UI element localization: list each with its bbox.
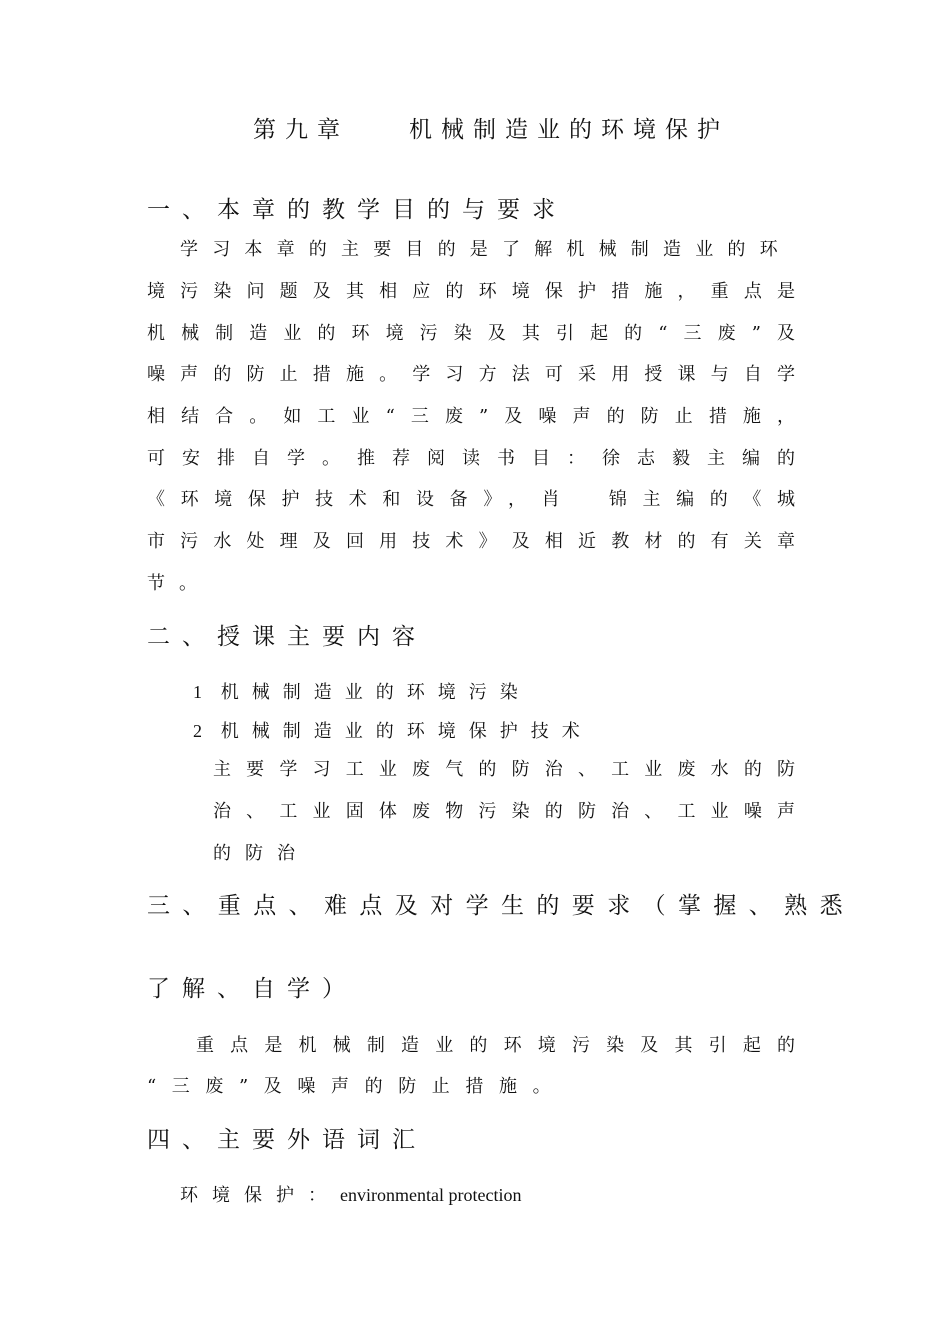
- vocab-term-en: environmental protection: [340, 1185, 522, 1205]
- list-item-2: [193, 722, 593, 741]
- section-2-detail-line-3: 的防治: [213, 843, 309, 864]
- section-1-line-2: 境污染问题及其相应的环境保护措施，重点是: [147, 281, 795, 302]
- list-item-2-text: 机械制造业的环境保护技术: [220, 721, 593, 742]
- section-1-line-3: 机械制造业的环境污染及其引起的“三废”及: [147, 323, 795, 344]
- section-1-line-6: 可安排自学。推荐阅读书目：徐志毅主编的: [147, 448, 795, 469]
- section-2-detail-line-1: 主要学习工业废气的防治、工业废水的防: [213, 759, 795, 780]
- section-2-detail-line-2: 治、工业固体废物污染的防治、工业噪声: [213, 801, 795, 822]
- vocab-term-cn: 环境保护：: [180, 1185, 340, 1206]
- section-1-line-5: 相结合。如工业“三废”及噪声的防止措施，: [147, 406, 795, 427]
- list-item-1-text: 机械制造业的环境污染: [220, 682, 531, 703]
- section-4-heading: 四、主要外语词汇: [147, 1127, 427, 1153]
- section-1-line-7: 《环境保护技术和设备》，肖 锦主编的《城: [147, 489, 795, 510]
- section-3-heading-line-1: 三、重点、难点及对学生的要求（掌握、熟悉: [147, 893, 855, 919]
- list-item-2-number: 2: [193, 721, 202, 741]
- section-1-line-8: 市污水处理及回用技术》及相近教材的有关章: [147, 531, 795, 552]
- section-2-heading: 二、授课主要内容: [147, 624, 427, 650]
- chapter-title: [253, 119, 729, 142]
- section-1-line-1: 学习本章的主要目的是了解机械制造业的环: [180, 239, 792, 260]
- section-3-line-2: “三废”及噪声的防止措施。: [147, 1076, 567, 1097]
- section-1-line-9: 节。: [147, 573, 211, 594]
- section-1-heading: 一、本章的教学目的与要求: [147, 197, 567, 223]
- chapter-number: 第九章: [253, 117, 349, 143]
- list-item-1: [193, 683, 531, 702]
- chapter-name: 机械制造业的环境保护: [409, 117, 729, 143]
- section-3-line-1: 重点是机械制造业的环境污染及其引起的: [196, 1035, 795, 1056]
- vocab-item: [180, 1186, 521, 1205]
- section-1-line-4: 噪声的防止措施。学习方法可采用授课与自学: [147, 364, 795, 385]
- section-3-heading-line-2: 了解、自学）: [147, 976, 357, 1002]
- list-item-1-number: 1: [193, 682, 202, 702]
